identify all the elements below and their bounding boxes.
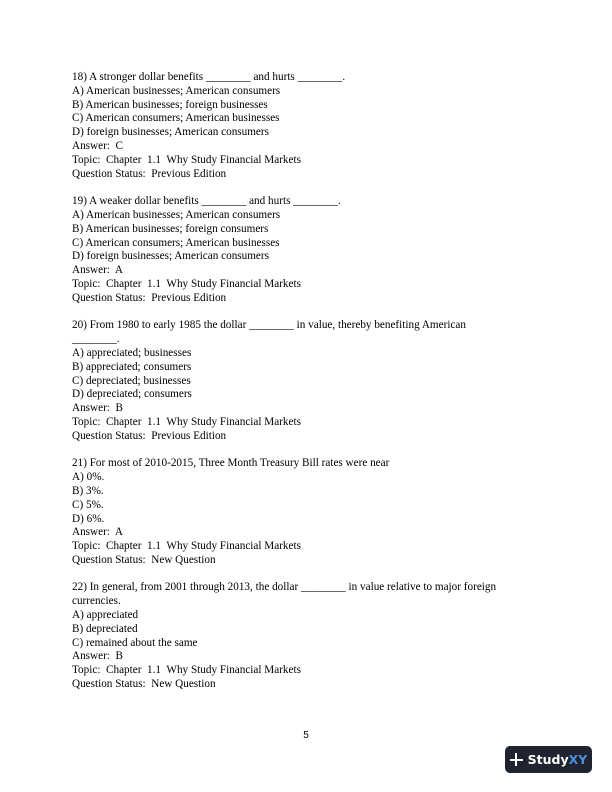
option-d: D) foreign businesses; American consumers (72, 126, 269, 139)
plus-icon (510, 753, 523, 766)
question-20 (72, 319, 542, 443)
topic: Topic: Chapter 1.1 Why Study Financial Markets (72, 153, 301, 166)
answer: Answer: A (72, 264, 123, 277)
topic: Topic: Chapter 1.1 Why Study Financial Markets (72, 664, 301, 677)
option-b: B) 3%. (72, 484, 104, 497)
option-d: D) foreign businesses; American consumers (72, 250, 269, 263)
question-18 (72, 71, 542, 181)
question-stem: 19) A weaker dollar benefits ________ and hurts ________. (72, 195, 341, 208)
question-status: Question Status: New Question (72, 678, 216, 691)
question-status: Question Status: Previous Edition (72, 291, 227, 304)
question-stem-continued: ________. (72, 333, 120, 346)
topic: Topic: Chapter 1.1 Why Study Financial Markets (72, 540, 301, 553)
answer: Answer: B (72, 650, 123, 663)
question-stem: 18) A stronger dollar benefits ________ and hurts ________. (72, 71, 346, 83)
answer: Answer: C (72, 139, 123, 152)
brand-name-accent: XY (568, 752, 588, 767)
topic: Topic: Chapter 1.1 Why Study Financial Markets (72, 415, 301, 428)
question-21 (72, 457, 542, 567)
option-a: A) American businesses; American consumers (72, 84, 281, 97)
question-list (72, 71, 542, 706)
question-status: Question Status: New Question (72, 553, 216, 566)
question-22 (72, 581, 542, 691)
option-b: B) depreciated (72, 622, 138, 635)
question-stem: 21) For most of 2010-2015, Three Month Treasury Bill rates were near (72, 457, 390, 470)
option-c: C) American consumers; American businesses (72, 236, 280, 249)
question-stem: 20) From 1980 to early 1985 the dollar ________ in value, thereby benefiting American (72, 319, 466, 332)
option-a: A) appreciated (72, 609, 139, 622)
page-number: 5 (303, 730, 309, 741)
option-d: D) 6%. (72, 512, 105, 525)
question-stem-continued: currencies. (72, 595, 121, 608)
brand-name: Study (527, 752, 569, 767)
question-status: Question Status: Previous Edition (72, 167, 227, 180)
option-b: B) American businesses; foreign consumers (72, 222, 269, 235)
option-c: C) depreciated; businesses (72, 374, 191, 387)
option-b: B) appreciated; consumers (72, 360, 192, 373)
answer: Answer: A (72, 526, 123, 539)
option-c: C) remained about the same (72, 636, 198, 649)
option-c: C) 5%. (72, 498, 104, 511)
answer: Answer: B (72, 402, 123, 415)
question-stem: 22) In general, from 2001 through 2013, the dollar ________ in value relative to major foreign (72, 581, 497, 594)
question-19 (72, 195, 542, 305)
option-d: D) depreciated; consumers (72, 388, 192, 401)
option-a: A) 0%. (72, 471, 105, 484)
question-status: Question Status: Previous Edition (72, 429, 227, 442)
option-c: C) American consumers; American businesses (72, 112, 280, 125)
option-a: A) American businesses; American consumers (72, 208, 281, 221)
studyxy-logo[interactable] (505, 746, 592, 773)
topic: Topic: Chapter 1.1 Why Study Financial Markets (72, 277, 301, 290)
option-a: A) appreciated; businesses (72, 346, 192, 359)
option-b: B) American businesses; foreign businesses (72, 98, 268, 111)
